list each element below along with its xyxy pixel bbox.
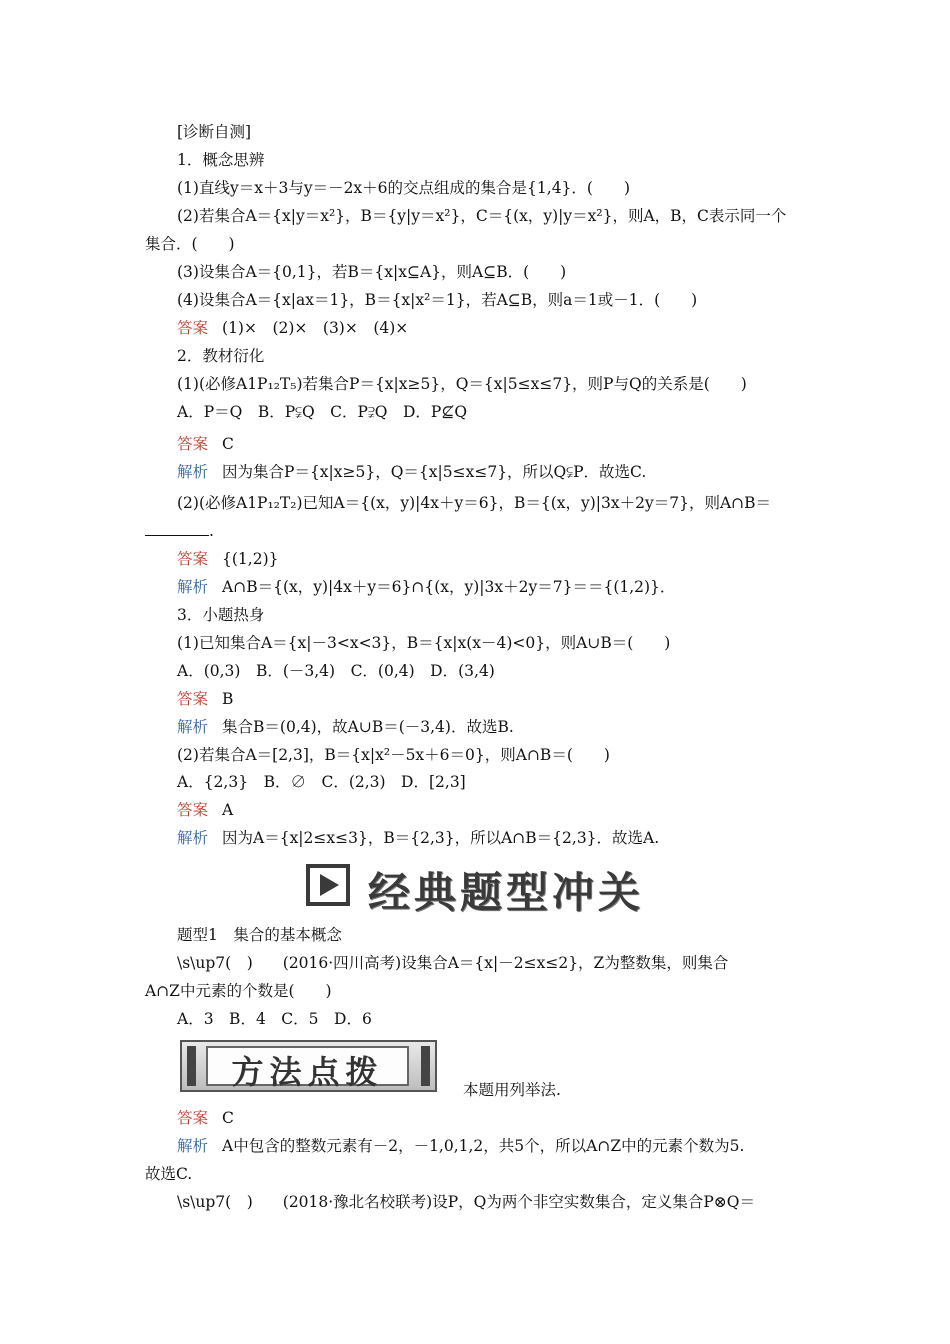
- q3-p1-answer-line: [177, 689, 233, 709]
- type1-ex1-line: [177, 953, 728, 973]
- banner-title: 经典题型冲关: [368, 868, 645, 917]
- q3-heading: 3．小题热身: [177, 606, 265, 624]
- ex2-text: (2018·豫北名校联考)设P，Q为两个非空实数集合，定义集合P⊗Q＝: [282, 1193, 755, 1211]
- q3-p1-question: (1)已知集合A＝{x|－3<x<3}，B＝{x|x(x－4)<0}，则A∪B＝( ): [177, 634, 671, 652]
- answer-text: C: [222, 1109, 234, 1127]
- q1-item-1: (1)直线y＝x＋3与y＝－2x＋6的交点组成的集合是{1,4}．( ): [177, 179, 631, 197]
- explain-text: 集合B＝(0,4)，故A∪B＝(－3,4)．故选B.: [222, 718, 514, 736]
- answer-label: 答案: [177, 690, 209, 708]
- q2-p1-options: A．P＝Q B．P⫋Q C．P⫌Q D．P⊈Q: [177, 403, 468, 421]
- q1-answer-line: [177, 318, 408, 338]
- answer-blank: [145, 523, 209, 536]
- type1-heading: 题型1 集合的基本概念: [177, 926, 342, 944]
- answer-label: 答案: [177, 550, 209, 568]
- method-badge: [180, 1040, 437, 1092]
- q3-p1-options: A．(0,3) B．(－3,4) C．(0,4) D．(3,4): [177, 662, 495, 680]
- explain-label: 解析: [177, 578, 209, 596]
- ex1-prefix: \s\up7( ): [177, 954, 253, 972]
- q2-p2-question: (2)(必修A1P₁₂T₂)已知A＝{(x，y)|4x＋y＝6}，B＝{(x，y)|3x＋2y＝7}，则A∩B＝: [177, 494, 772, 512]
- q2-p2-explain-line: [177, 577, 675, 597]
- method-title: 方法点拨: [231, 1053, 384, 1091]
- answer-text: C: [222, 435, 234, 453]
- play-icon: [306, 864, 350, 906]
- q2-heading: 2．教材衍化: [177, 347, 265, 365]
- type1-ex1-cont: A∩Z中元素的个数是( ): [145, 982, 332, 1000]
- q1-item-2: (2)若集合A＝{x|y＝x²}，B＝{y|y＝x²}，C＝{(x，y)|y＝x²}，则A，B，C表示同一个: [177, 207, 787, 225]
- explain-label: 解析: [177, 463, 209, 481]
- type1-ex1-answer-line: [177, 1108, 234, 1128]
- q3-p2-question: (2)若集合A＝[2,3]，B＝{x|x²－5x＋6＝0}，则A∩B＝( ): [177, 746, 610, 764]
- q2-p2-blank-line: .: [145, 521, 214, 541]
- answer-label: 答案: [177, 319, 209, 337]
- type1-ex1-options: A．3 B．4 C．5 D．6: [177, 1010, 372, 1028]
- answer-label: 答案: [177, 1109, 209, 1127]
- q1-item-3: (3)设集合A＝{0,1}，若B＝{x|x⊆A}，则A⊆B．( ): [177, 263, 567, 281]
- answer-text: B: [222, 690, 234, 708]
- answer-text: (1)× (2)× (3)× (4)×: [222, 319, 409, 337]
- q2-p1-question: (1)(必修A1P₁₂T₅)若集合P＝{x|x≥5}，Q＝{x|5≤x≤7}，则P与Q的关系是( ): [177, 375, 747, 393]
- ex1-text: (2016·四川高考)设集合A＝{x|－2≤x≤2}，Z为整数集，则集合: [282, 954, 729, 972]
- section-title: [诊断自测]: [177, 123, 252, 141]
- answer-text: {(1,2)}: [222, 550, 279, 568]
- q3-p1-explain-line: [177, 717, 514, 737]
- section-banner: [306, 858, 676, 917]
- type1-ex2-line: [177, 1192, 755, 1212]
- answer-label: 答案: [177, 435, 209, 453]
- q2-p1-answer-line: [177, 434, 234, 454]
- explain-text: A中包含的整数元素有－2，－1,0,1,2，共5个，所以A∩Z中的元素个数为5.: [222, 1137, 745, 1155]
- q2-p1-explain-line: [177, 462, 646, 482]
- method-text: 本题用列举法.: [463, 1081, 561, 1099]
- q3-p2-answer-line: [177, 800, 233, 820]
- q3-p2-options: A．{2,3} B．∅ C．(2,3) D．[2,3]: [177, 773, 466, 791]
- explain-label: 解析: [177, 718, 209, 736]
- q1-item-4: (4)设集合A＝{x|ax＝1}，B＝{x|x²＝1}，若A⊆B，则a＝1或－1．( ): [177, 291, 698, 309]
- explain-label: 解析: [177, 1137, 209, 1155]
- q1-heading: 1．概念思辨: [177, 151, 265, 169]
- explain-text: 因为A＝{x|2≤x≤3}，B＝{2,3}，所以A∩B＝{2,3}．故选A.: [222, 829, 660, 847]
- ex2-prefix: \s\up7( ): [177, 1193, 253, 1211]
- answer-text: A: [222, 801, 234, 819]
- explain-text: A∩B＝{(x，y)|4x＋y＝6}∩{(x，y)|3x＋2y＝7}＝＝{(1,2)}．: [222, 578, 676, 596]
- q1-item-2-cont: 集合．( ): [145, 235, 235, 253]
- q3-p2-explain-line: [177, 828, 659, 848]
- explain-text: 因为集合P＝{x|x≥5}，Q＝{x|5≤x≤7}，所以Q⫋P．故选C.: [222, 463, 647, 481]
- type1-ex1-explain-cont: 故选C.: [145, 1165, 193, 1183]
- type1-ex1-explain-line: [177, 1136, 744, 1156]
- explain-label: 解析: [177, 829, 209, 847]
- answer-label: 答案: [177, 801, 209, 819]
- q2-p2-answer-line: [177, 549, 278, 569]
